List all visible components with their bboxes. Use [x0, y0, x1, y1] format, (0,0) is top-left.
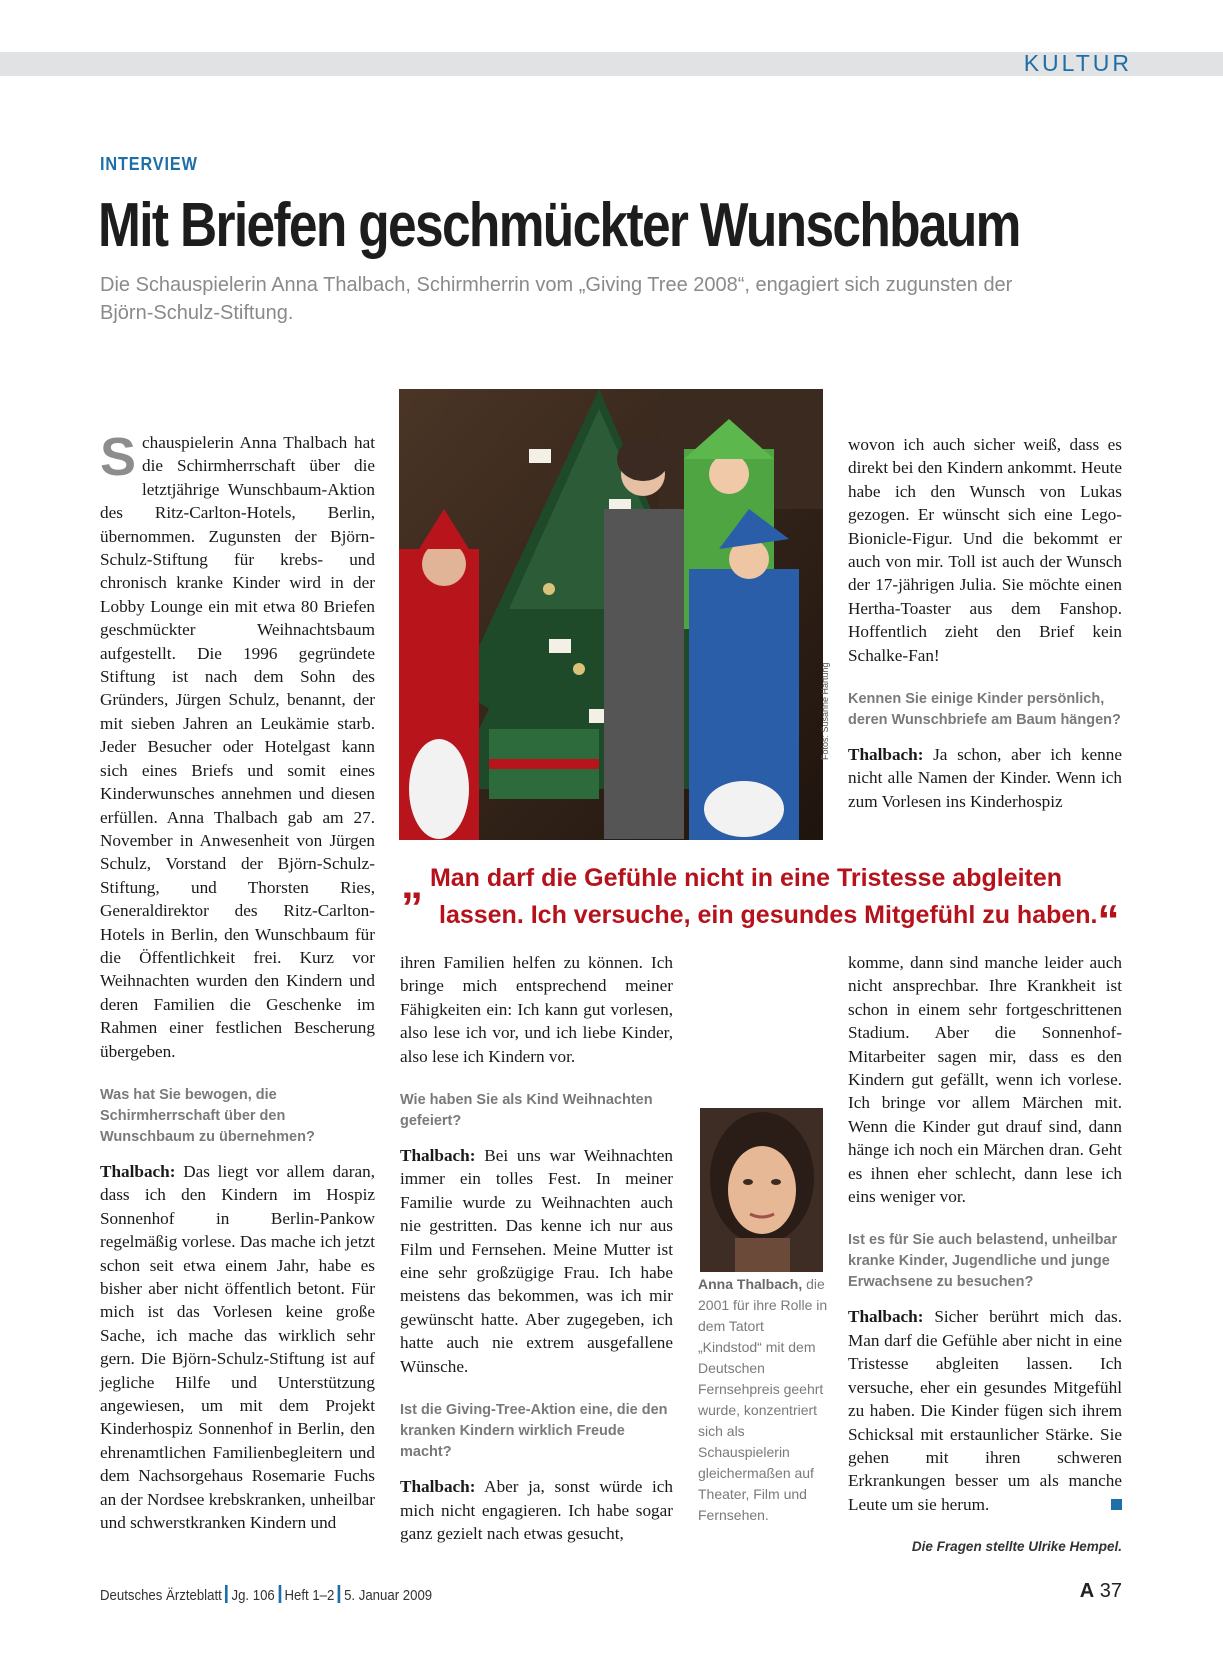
answer-1-continued: ihren Familien helfen zu können. Ich bringe mich entsprechend meiner Fähigkeiten ein: Ich kann gut vorlesen, also lese ich vor, und ich liebe Kinder, also lese ich Kindern vor. — [400, 953, 673, 1066]
footer-date: 5. Januar 2009 — [344, 1587, 433, 1604]
footer-separator — [278, 1585, 281, 1603]
answer-5 — [848, 1305, 1122, 1516]
speaker-label: Thalbach: — [400, 1146, 476, 1166]
caption-text: die 2001 für ihre Rolle in dem Tatort „Kindstod“ mit dem Deutschen Fernsehpreis geehrt wurde, konzentriert sich als Schauspielerin gleichermaßen auf Theater, Film und Fernsehen. — [698, 1276, 828, 1523]
column-1 — [100, 427, 375, 1534]
pull-quote-line-2 — [401, 896, 1121, 945]
caption-name: Anna Thalbach, — [698, 1276, 803, 1292]
speaker-label: Thalbach: — [100, 1161, 176, 1181]
anna-thalbach-portrait — [700, 1108, 823, 1272]
footer-volume: Jg. 106 — [231, 1587, 275, 1604]
christmas-tree-photo — [399, 389, 823, 840]
article-headline: Mit Briefen geschmückter Wunschbaum — [98, 191, 1020, 260]
answer-3 — [400, 1475, 673, 1545]
answer-2-text: Bei uns war Weihnachten immer ein tolles Fest. In meiner Familie wurde zu Weihnachten auch nie gestritten. Das kenne ich nur aus Film und Fernsehen. Meine Mutter ist eine sehr großzügige Frau. Ich habe meistens das bekommen, was ich mir gewünscht hatte. Aber zugegeben, ich hatte auch nie extrem ausgefallene Wünsche. — [400, 1146, 674, 1376]
question-1: Was hat Sie bewogen, die Schirmherrschaft über den Wunschbaum zu übernehmen? — [100, 1086, 315, 1145]
intro-paragraph — [100, 427, 375, 1063]
answer-5-text: Sicher berührt mich das. Man darf die Gefühle aber nicht in eine Tristesse abgleiten lassen. Ich versuche, eher ein gesundes Mitgefühl zu haben. Die Kinder fügen sich ihrem Schicksal mit erstaunlicher Stärke. Sie gehen mit ihren schweren Erkrankungen besser um als manche Leute um sie herum. — [848, 1307, 1122, 1514]
column-3-upper — [848, 433, 1122, 813]
end-mark — [1111, 1499, 1122, 1510]
column-2 — [400, 951, 673, 1545]
answer-4-text: Ja schon, aber ich kenne nicht alle Namen der Kinder. Wenn ich zum Vorlesen ins Kinderhospiz — [848, 745, 1122, 811]
dropcap: S — [100, 427, 137, 487]
portrait-photo — [700, 1108, 823, 1272]
footer-separator — [338, 1585, 341, 1603]
answer-4 — [848, 743, 1122, 813]
intro-text: chauspielerin Anna Thalbach hat die Schirmherrschaft über die letztjährige Wunschbaum-Aktion des Ritz-Carlton-Hotels, Berlin, übernommen. Zugunsten der Björn-Schulz-Stiftung für krebs- und chronisch kranke Kinder wird in der Lobby Lounge ein mit etwa 80 Briefen geschmückter Weihnachtsbaum aufgestellt. Die 1996 gegründete Stiftung ist nach dem Sohn des Gründers, Jürgen Schulz, benannt, der mit sieben Jahren an Leukämie starb. Jeder Besucher oder Hotelgast kann sich eines Briefs und somit eines Kinderwunsches annehmen und diesen erfüllen. Anna Thalbach gab am 27. November in Anwesenheit von Jürgen Schulz, Vorstand der Björn-Schulz-Stiftung, und Thorsten Ries, Generaldirektor des Ritz-Carlton-Hotels in Berlin, den Wunschbaum für die Öffentlichkeit frei. Kurz vor Weihnachten wurden den Kindern und deren Familien die Geschenke im Rahmen einer festlichen Bescherung übergeben. — [100, 433, 375, 1061]
pull-quote-line-1 — [401, 859, 1121, 908]
interview-credit: Die Fragen stellte Ulrike Hempel. — [911, 1539, 1122, 1554]
close-quote-mark: “ — [1097, 896, 1120, 945]
answer-3-continued: wovon ich auch sicher weiß, dass es direkt bei den Kindern ankommt. Heute habe ich den Wunsch von Lukas gezogen. Er wünscht sich eine Lego-Bionicle-Figur. Und die bekommt er auch von mir. Toll ist auch der Wunsch der 17-jährigen Julia. Sie möchte einen Hertha-Toaster aus dem Fanshop. Hoffentlich zieht den Brief kein Schalke-Fan! — [848, 435, 1122, 665]
page-prefix: A — [1079, 1580, 1095, 1602]
speaker-label: Thalbach: — [848, 745, 924, 765]
open-quote-mark: „ — [401, 859, 423, 908]
speaker-label: Thalbach: — [400, 1477, 476, 1497]
question-4: Kennen Sie einige Kinder persönlich, deren Wunschbriefe am Baum hängen? — [848, 691, 1121, 729]
pull-quote-text-2: lassen. Ich versuche, ein gesundes Mitgefühl zu haben. — [439, 901, 1098, 929]
answer-1-text: Das liegt vor allem daran, dass ich den Kindern im Hospiz Sonnenhof in Berlin-Pankow regelmäßig vorlese. Das mache ich jetzt schon seit etwa einem Jahr, habe es bisher aber nicht öffentlich betont. Für mich ist das Vorlesen keine große Sache, ich mache das wirklich sehr gern. Die Björn-Schulz-Stiftung ist auf jegliche Hilfe und Unterstützung angewiesen, um mit dem Projekt Kinderhospiz Sonnenhof in Berlin, den ehrenamtlichen Familienbegleitern und dem Nachsorgehaus Rosemarie Fuchs an der Nordsee krebskranken, unheilbar und schwerstkranken Kindern und — [100, 1161, 375, 1533]
question-3: Ist die Giving-Tree-Aktion eine, die den kranken Kindern wirklich Freude macht? — [400, 1402, 668, 1461]
question-5: Ist es für Sie auch belastend, unheilbar kranke Kinder, Jugendliche und junge Erwachsene zu besuchen? — [848, 1232, 1118, 1291]
column-3-lower — [848, 951, 1122, 1516]
main-photo — [399, 389, 823, 840]
speaker-label: Thalbach: — [848, 1307, 924, 1327]
pull-quote — [401, 859, 1121, 945]
question-2: Wie haben Sie als Kind Weihnachten gefeiert? — [400, 1092, 653, 1130]
pull-quote-text-1: Man darf die Gefühle nicht in eine Tristesse abgleiten — [429, 864, 1063, 892]
page-number-value: 37 — [1099, 1580, 1122, 1602]
answer-4-continued: komme, dann sind manche leider auch nicht ansprechbar. Ihre Krankheit ist schon in einem sehr fortgeschrittenen Stadium. Aber die Sonnenhof-Mitarbeiter sagen mir, dass es den Kindern gut gefällt, wenn ich vorlese. Ich bringe vor allem Märchen mit. Wenn die Kinder gut drauf sind, dann hänge ich noch ein Märchen dran. Geht es ihnen eher schlecht, dann lese ich eins weniger vor. — [848, 953, 1122, 1207]
footer — [100, 1585, 432, 1604]
photo-credit: Fotos: Susanne Hartung — [820, 662, 830, 760]
article-subtitle: Die Schauspielerin Anna Thalbach, Schirmherrin vom „Giving Tree 2008“, engagiert sich zugunsten der Björn-Schulz-Stiftung. — [100, 274, 1013, 324]
answer-2 — [400, 1144, 673, 1378]
article-kicker: INTERVIEW — [100, 154, 198, 174]
section-label: KULTUR — [1023, 50, 1132, 76]
footer-journal: Deutsches Ärzteblatt — [100, 1587, 222, 1604]
footer-separator — [225, 1585, 228, 1603]
portrait-caption — [698, 1274, 828, 1526]
answer-1 — [100, 1160, 375, 1535]
page-number — [1060, 1580, 1122, 1603]
answer-3-text: Aber ja, sonst würde ich mich nicht engagieren. Ich habe sogar ganz gezielt nach etwas gesucht, — [400, 1477, 673, 1543]
footer-issue: Heft 1–2 — [284, 1587, 335, 1604]
